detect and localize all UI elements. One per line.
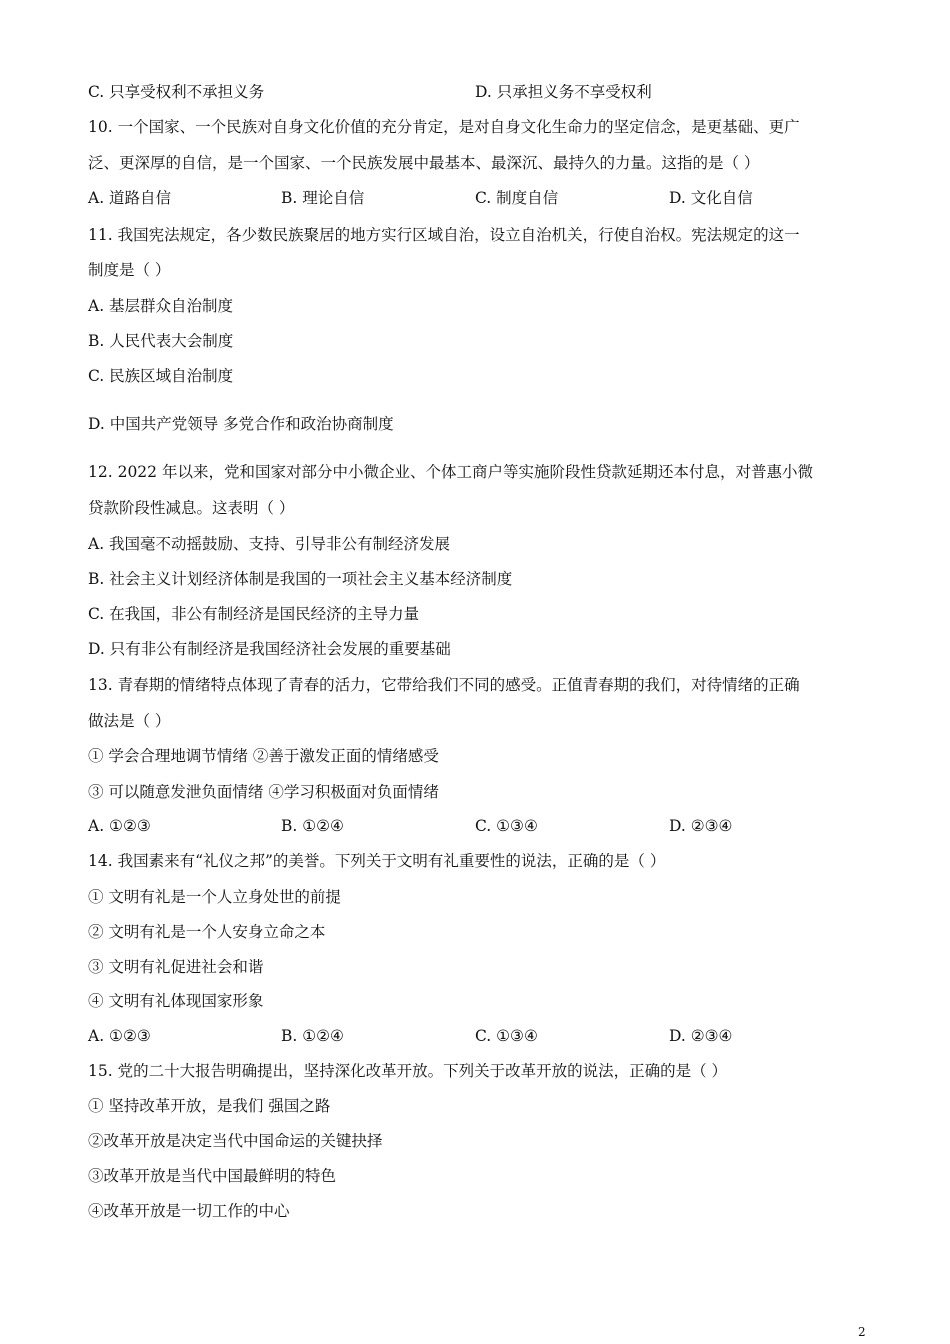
- q15-statement-4: ④改革开放是一切工作的中心: [88, 1202, 290, 1220]
- q11-option-d: D. 中国共产党领导 多党合作和政治协商制度: [88, 415, 394, 433]
- q11-option-b: B. 人民代表大会制度: [88, 332, 234, 350]
- page-number: 2: [858, 1325, 866, 1339]
- q11-stem-line2: 制度是（ ）: [88, 261, 171, 279]
- q10-option-b: B. 理论自信: [281, 189, 365, 207]
- q14-statement-4: ④ 文明有礼体现国家形象: [88, 992, 264, 1010]
- q10-stem-line2: 泛、更深厚的自信，是一个国家、一个民族发展中最基本、最深沉、最持久的力量。这指的是（ ）: [88, 154, 760, 172]
- q12-option-b: B. 社会主义计划经济体制是我国的一项社会主义基本经济制度: [88, 570, 513, 588]
- q14-statement-2: ② 文明有礼是一个人安身立命之本: [88, 923, 326, 941]
- q11-option-a: A. 基层群众自治制度: [88, 297, 234, 315]
- q15-statement-1: ① 坚持改革开放，是我们 强国之路: [88, 1097, 331, 1115]
- q13-stem-line1: 13. 青春期的情绪特点体现了青春的活力，它带给我们不同的感受。正值青春期的我们，对待情绪的正确: [88, 676, 800, 694]
- q14-option-b: B. ①②④: [281, 1027, 344, 1045]
- q13-stem-line2: 做法是（ ）: [88, 712, 171, 730]
- q13-statements-row2: ③ 可以随意发泄负面情绪 ④学习积极面对负面情绪: [88, 783, 439, 801]
- q9-option-d: D. 只承担义务不享受权利: [475, 83, 652, 101]
- q13-option-b: B. ①②④: [281, 817, 344, 835]
- q15-statement-2: ②改革开放是决定当代中国命运的关键抉择: [88, 1132, 383, 1150]
- q13-option-d: D. ②③④: [669, 817, 733, 835]
- q10-option-c: C. 制度自信: [475, 189, 559, 207]
- q12-option-d: D. 只有非公有制经济是我国经济社会发展的重要基础: [88, 640, 451, 658]
- q13-statements-row1: ① 学会合理地调节情绪 ②善于激发正面的情绪感受: [88, 747, 439, 765]
- q11-option-c: C. 民族区域自治制度: [88, 367, 234, 385]
- q14-option-c: C. ①③④: [475, 1027, 538, 1045]
- q13-option-a: A. ①②③: [88, 817, 151, 835]
- q12-option-c: C. 在我国，非公有制经济是国民经济的主导力量: [88, 605, 420, 623]
- q14-statement-3: ③ 文明有礼促进社会和谐: [88, 958, 264, 976]
- q12-option-a: A. 我国毫不动摇鼓励、支持、引导非公有制经济发展: [88, 535, 451, 553]
- q12-stem-line1: 12. 2022 年以来，党和国家对部分中小微企业、个体工商户等实施阶段性贷款延期还本付息，对普惠小微: [88, 463, 813, 481]
- q14-stem: 14. 我国素来有“礼仪之邦”的美誉。下列关于文明有礼重要性的说法，正确的是（ ）: [88, 852, 666, 870]
- q15-statement-3: ③改革开放是当代中国最鲜明的特色: [88, 1167, 337, 1185]
- q11-stem-line1: 11. 我国宪法规定，各少数民族聚居的地方实行区域自治，设立自治机关，行使自治权。宪法规定的这一: [88, 226, 800, 244]
- q12-stem-line2: 贷款阶段性减息。这表明（ ）: [88, 499, 295, 517]
- q14-option-d: D. ②③④: [669, 1027, 733, 1045]
- q15-stem: 15. 党的二十大报告明确提出，坚持深化改革开放。下列关于改革开放的说法，正确的是（ ）: [88, 1062, 728, 1080]
- q9-option-c: C. 只享受权利不承担义务: [88, 83, 265, 101]
- q10-stem-line1: 10. 一个国家、一个民族对自身文化价值的充分肯定，是对自身文化生命力的坚定信念，是更基础、更广: [88, 118, 800, 136]
- q14-statement-1: ① 文明有礼是一个人立身处世的前提: [88, 888, 341, 906]
- q10-option-d: D. 文化自信: [669, 189, 753, 207]
- q14-option-a: A. ①②③: [88, 1027, 151, 1045]
- q13-option-c: C. ①③④: [475, 817, 538, 835]
- q10-option-a: A. 道路自信: [88, 189, 172, 207]
